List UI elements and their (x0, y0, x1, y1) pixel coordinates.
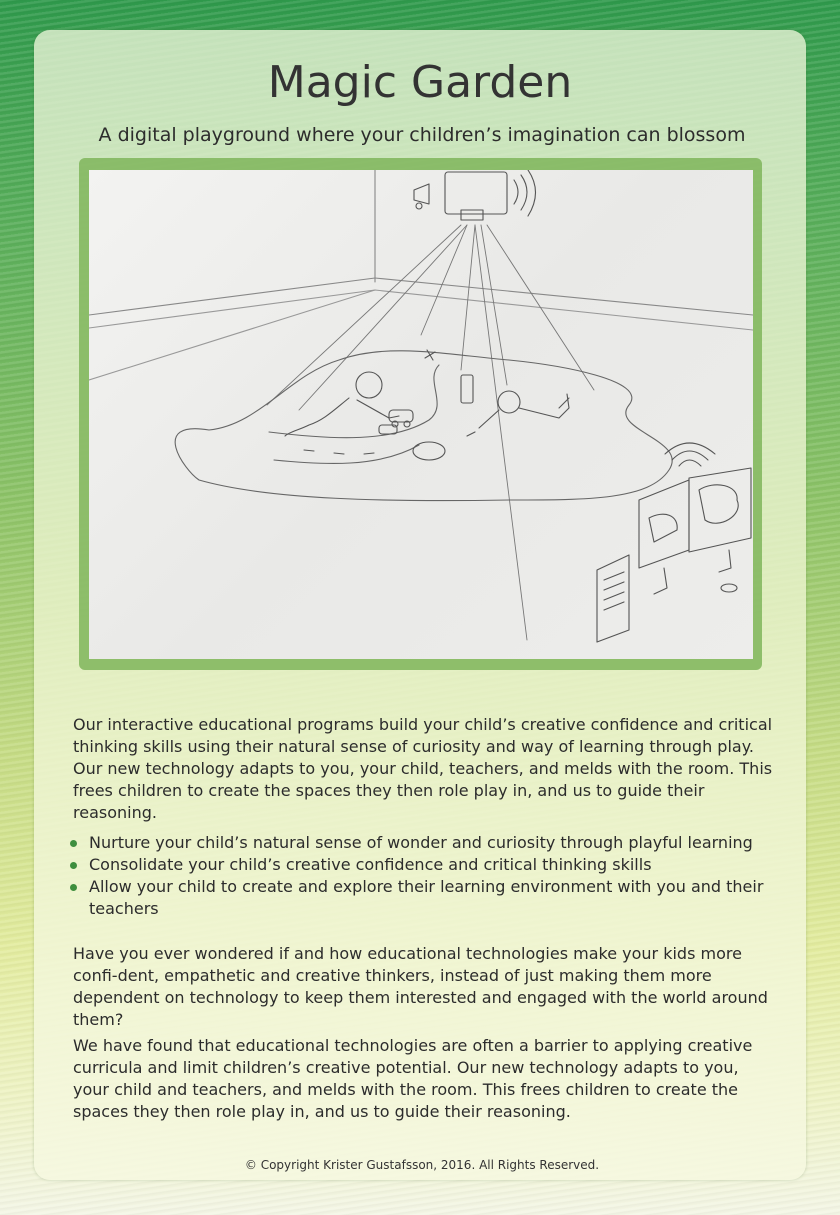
list-item (70, 854, 770, 876)
page-subtitle: A digital playground where your children’s imagination can blossom (98, 124, 746, 146)
list-item-text: Consolidate your child’s creative confidence and critical thinking skills (89, 855, 652, 874)
bullet-dot-icon (70, 884, 77, 891)
list-item-text: Allow your child to create and explore their learning environment with you and their teachers (89, 877, 764, 918)
closing-paragraph: We have found that educational technologies are often a barrier to applying creative curricula and limit children’s creative potential. Our new technology adapts to you, your child and teachers, and melds with the room. This frees children to create the spaces they then role play in, and us to guide their reasoning. (73, 1036, 753, 1121)
intro-paragraph: Our interactive educational programs build your child’s creative confidence and critical thinking skills using their natural sense of curiosity and way of learning through play. Our new technology adapts to you, your child, teachers, and melds with the room. This frees children to create the spaces they then role play in, and us to guide their reasoning. (73, 715, 773, 822)
bullet-dot-icon (70, 862, 77, 869)
projector-icon (414, 170, 536, 220)
pencil-sketch-illustration (89, 170, 753, 659)
question-paragraph: Have you ever wondered if and how educational technologies make your kids more confi-dent, empathetic and creative thinkers, instead of just making them more dependent on technology to keep them interested and engaged with the world around them? (73, 944, 768, 1029)
list-item (70, 876, 770, 920)
monitor-icon (597, 443, 751, 642)
copyright-notice: © Copyright Krister Gustafsson, 2016. All Rights Reserved. (244, 1158, 600, 1172)
bullet-dot-icon (70, 840, 77, 847)
list-item (70, 832, 770, 854)
benefit-list (70, 832, 770, 920)
list-item-text: Nurture your child’s natural sense of wonder and curiosity through playful learning (89, 833, 753, 852)
child-icon (467, 391, 569, 436)
page-title: Magic Garden (267, 57, 573, 108)
